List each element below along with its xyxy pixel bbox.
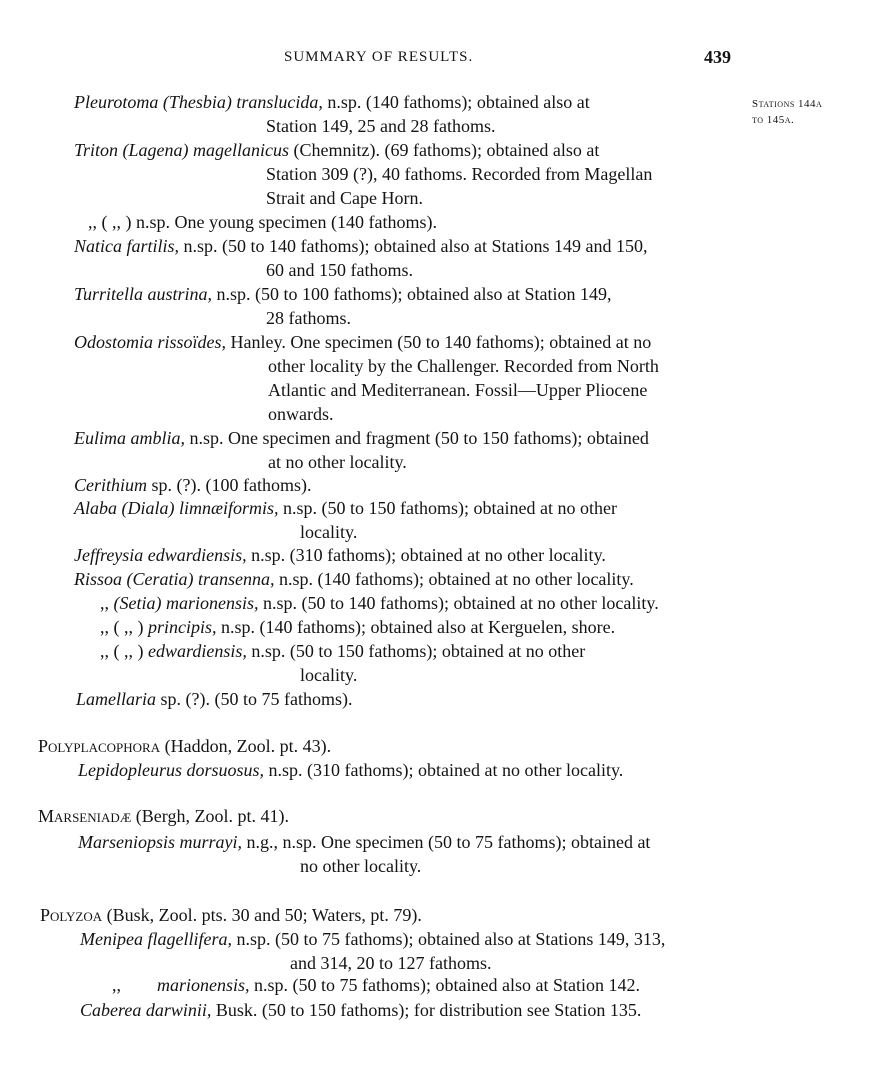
entry-continuation: 60 and 150 fathoms. <box>266 260 413 280</box>
entry-continuation: Strait and Cape Horn. <box>266 188 423 208</box>
ditto-mark: ,, <box>112 975 121 995</box>
species-name: Jeffreysia edwardiensis, <box>74 545 247 565</box>
entry-continuation: Atlantic and Mediterranean. Fossil—Upper Pliocene <box>268 380 648 400</box>
entry-text: n.sp. (140 fathoms); obtained also at Kerguelen, shore. <box>221 617 616 637</box>
entry-marseniopsis <box>78 830 650 854</box>
species-name: Turritella austrina, <box>74 284 213 304</box>
species-name: Rissoa (Ceratia) transenna, <box>74 569 275 589</box>
entry-text: n.sp. (50 to 140 fathoms); obtained also at Stations 149 and 150, <box>183 236 648 256</box>
entry-continuation: Station 149, 25 and 28 fathoms. <box>266 116 496 136</box>
entry-continuation: Station 309 (?), 40 fathoms. Recorded from Magellan <box>266 164 653 184</box>
entry-menipea-marionensis <box>112 973 640 997</box>
ditto-mark: ,, ( ,, ) n.sp. <box>88 212 170 232</box>
entry-text: n.sp. (310 fathoms); obtained at no other locality. <box>268 760 624 780</box>
entry-triton <box>74 138 599 162</box>
running-head: SUMMARY OF RESULTS. <box>284 49 474 65</box>
species-name: Cerithium <box>74 475 148 495</box>
entry-turritella <box>74 282 612 306</box>
entry-text: n.sp. One specimen and fragment (50 to 150 fathoms); obtained <box>189 428 649 448</box>
entry-rissoa-principis <box>100 615 615 639</box>
entry-text: n.sp. (50 to 75 fathoms); obtained also at Stations 149, 313, <box>236 929 666 949</box>
species-name: Eulima amblia, <box>74 428 185 448</box>
species-name: Pleurotoma (Thesbia) translucida, <box>74 92 323 112</box>
ditto-mark: ,, ( ,, ) <box>100 641 144 661</box>
species-name: Caberea darwinii, <box>80 1000 212 1020</box>
entry-continuation: no other locality. <box>300 856 422 876</box>
entry-odostomia <box>74 330 651 354</box>
entry-continuation: onwards. <box>268 404 334 424</box>
entry-text: (Chemnitz). (69 fathoms); obtained also at <box>293 140 600 160</box>
entry-text: n.sp. (50 to 150 fathoms); obtained at no other <box>283 498 617 518</box>
page-number: 439 <box>704 47 731 67</box>
species-name: Alaba (Diala) limnæiformis, <box>74 498 279 518</box>
entry-text: n.g., n.sp. One specimen (50 to 75 fathoms); obtained at <box>246 832 651 852</box>
entry-text: n.sp. (50 to 150 fathoms); obtained at no other <box>251 641 586 661</box>
entry-natica <box>74 234 647 258</box>
entry-continuation: locality. <box>300 665 358 685</box>
section-title: Polyzoa <box>40 905 103 925</box>
entry-caberea <box>80 998 641 1022</box>
margin-note-stations <box>752 96 822 128</box>
entry-jeffreysia <box>74 543 606 567</box>
species-name: Lepidopleurus dorsuosus, <box>78 760 265 780</box>
section-reference: (Bergh, Zool. pt. 41). <box>135 806 289 826</box>
entry-text: One young specimen (140 fathoms). <box>174 212 437 232</box>
entry-text: Busk. (50 to 150 fathoms); for distribution see Station 135. <box>215 1000 642 1020</box>
section-reference: (Haddon, Zool. pt. 43). <box>164 736 332 756</box>
entry-rissoa-edwardiensis <box>100 639 585 663</box>
species-name: Natica fartilis, <box>74 236 180 256</box>
entry-text: n.sp. (310 fathoms); obtained at no other locality. <box>251 545 606 565</box>
entry-continuation: at no other locality. <box>268 452 407 472</box>
species-name: Marseniopsis murrayi, <box>78 832 243 852</box>
entry-text: sp. (?). (100 fathoms). <box>151 475 312 495</box>
species-name: Odostomia rissoïdes, <box>74 332 227 352</box>
entry-text: n.sp. (140 fathoms); obtained also at <box>327 92 590 112</box>
entry-continuation: locality. <box>300 522 358 542</box>
entry-text: n.sp. (50 to 140 fathoms); obtained at no other locality. <box>262 593 659 613</box>
entry-rissoa <box>74 567 634 591</box>
entry-rissoa-setia <box>100 591 659 615</box>
entry-text: n.sp. (50 to 75 fathoms); obtained also at Station 142. <box>254 975 640 995</box>
entry-text: n.sp. (50 to 100 fathoms); obtained also at Station 149, <box>216 284 612 304</box>
entry-continuation: other locality by the Challenger. Recorded from North <box>268 356 659 376</box>
section-polyplacophora <box>38 734 331 758</box>
entry-pleurotoma <box>74 90 590 114</box>
species-name: Triton (Lagena) magellanicus <box>74 140 289 160</box>
margin-note-line1: Stations 144a <box>752 98 823 110</box>
ditto-mark: ,, ( ,, ) <box>100 617 144 637</box>
species-name: (Setia) marionensis, <box>113 593 259 613</box>
section-marseniadae <box>38 804 289 828</box>
species-name: Menipea flagellifera, <box>80 929 232 949</box>
section-polyzoa <box>40 903 422 927</box>
entry-eulima <box>74 426 649 450</box>
entry-text: Hanley. One specimen (50 to 140 fathoms); obtained at no <box>230 332 652 352</box>
species-name: principis, <box>148 617 217 637</box>
entry-continuation: and 314, 20 to 127 fathoms. <box>290 953 492 973</box>
entry-lamellaria <box>76 687 352 711</box>
entry-triton-ditto <box>88 210 437 234</box>
margin-note-line2: to 145a. <box>752 114 795 126</box>
section-reference: (Busk, Zool. pts. 30 and 50; Waters, pt. 79). <box>106 905 422 925</box>
entry-continuation: 28 fathoms. <box>266 308 351 328</box>
section-title: Polyplacophora <box>38 736 161 756</box>
species-name: marionensis, <box>157 975 250 995</box>
species-name: Lamellaria <box>76 689 157 709</box>
species-name: edwardiensis, <box>148 641 247 661</box>
entry-alaba <box>74 496 617 520</box>
entry-text: n.sp. (140 fathoms); obtained at no other locality. <box>279 569 634 589</box>
entry-text: sp. (?). (50 to 75 fathoms). <box>160 689 353 709</box>
entry-menipea <box>80 927 665 951</box>
section-title: Marseniadæ <box>38 806 132 826</box>
entry-cerithium <box>74 473 311 497</box>
entry-lepidopleurus <box>78 758 623 782</box>
ditto-mark: ,, <box>100 593 109 613</box>
